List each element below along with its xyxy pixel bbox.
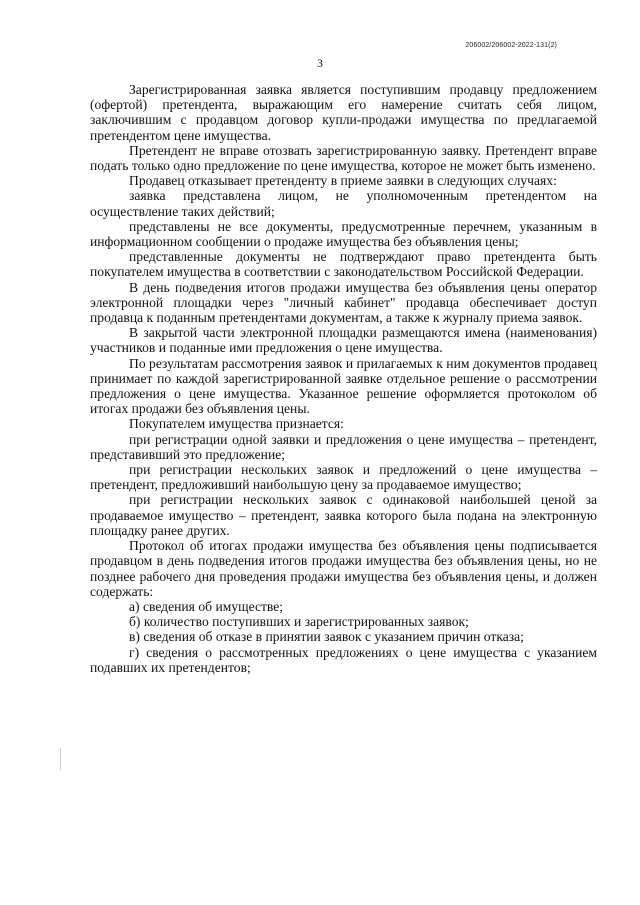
scan-artifact [60, 748, 61, 770]
paragraph: Продавец отказывает претенденту в приеме заявки в следующих случаях: [129, 173, 557, 189]
list-item: представлены не все документы, предусмотренные перечнем, указанным в информационном сообщении о продаже имущества без объявления цены; [90, 218, 597, 250]
paragraph: Покупателем имущества признается: [129, 416, 344, 432]
document-number: 206002/206002-2022-131(2) [465, 42, 557, 49]
list-item: при регистрации одной заявки и предложения о цене имущества – претендент, представивший это предложение; [90, 431, 597, 462]
document-body [90, 82, 597, 675]
paragraph: В день подведения итогов продажи имущества без объявления цены оператор электронной площадки через "личный кабинет" продавца обеспечивает доступ продавца к поданным претендентами документам, а также к журналу приема заявок. [90, 279, 597, 326]
paragraph: В закрытой части электронной площадки размещаются имена (наименования) участников и поданные ими предложения о цене имущества. [90, 325, 597, 356]
list-item: при регистрации нескольких заявок и предложений о цене имущества – претендент, предложивший наибольшую цену за продаваемое имущество; [90, 462, 597, 493]
list-item: в) сведения об отказе в принятии заявок с указанием причин отказа; [129, 629, 524, 645]
paragraph: Зарегистрированная заявка является поступившим продавцу предложением (офертой) претендента, выражающим его намерение считать себя лицом, заключившим с продавцом договор купли-продажи имущества по предлагаемой претендентом цене имущества. [90, 82, 597, 143]
list-item: г) сведения о рассмотренных предложениях о цене имущества с указанием подавших их претендентов; [90, 644, 597, 675]
paragraph: По результатам рассмотрения заявок и прилагаемых к ним документов продавец принимает по каждой зарегистрированной заявке отдельное решение о рассмотрении предложения о цене имущества. Указанное решение оформляется протоколом об итогах продажи без объявления цены. [90, 355, 597, 417]
list-item: заявка представлена лицом, не уполномоченным претендентом на осуществление таких действий; [90, 188, 597, 219]
list-item: при регистрации нескольких заявок с одинаковой наибольшей ценой за продаваемое имущество – претендент, заявка которого была подана на электронную площадку ранее других. [90, 492, 597, 538]
paragraph: Претендент не вправе отозвать зарегистрированную заявку. Претендент вправе подать только одно предложение по цене имущества, которое не может быть изменено. [90, 142, 597, 174]
page-number: 3 [317, 58, 323, 70]
list-item: а) сведения об имуществе; [129, 598, 284, 614]
paragraph: Протокол об итогах продажи имущества без объявления цены подписывается продавцом в день подведения итогов продажи имущества без объявления цены, но не позднее рабочего дня проведения продажи имущества без объявления цены, и должен содержать: [90, 538, 597, 599]
list-item: представленные документы не подтверждают право претендента быть покупателем имущества в соответствии с законодательством Российской Федерации. [90, 249, 597, 280]
list-item: б) количество поступивших и зарегистрированных заявок; [129, 614, 469, 630]
